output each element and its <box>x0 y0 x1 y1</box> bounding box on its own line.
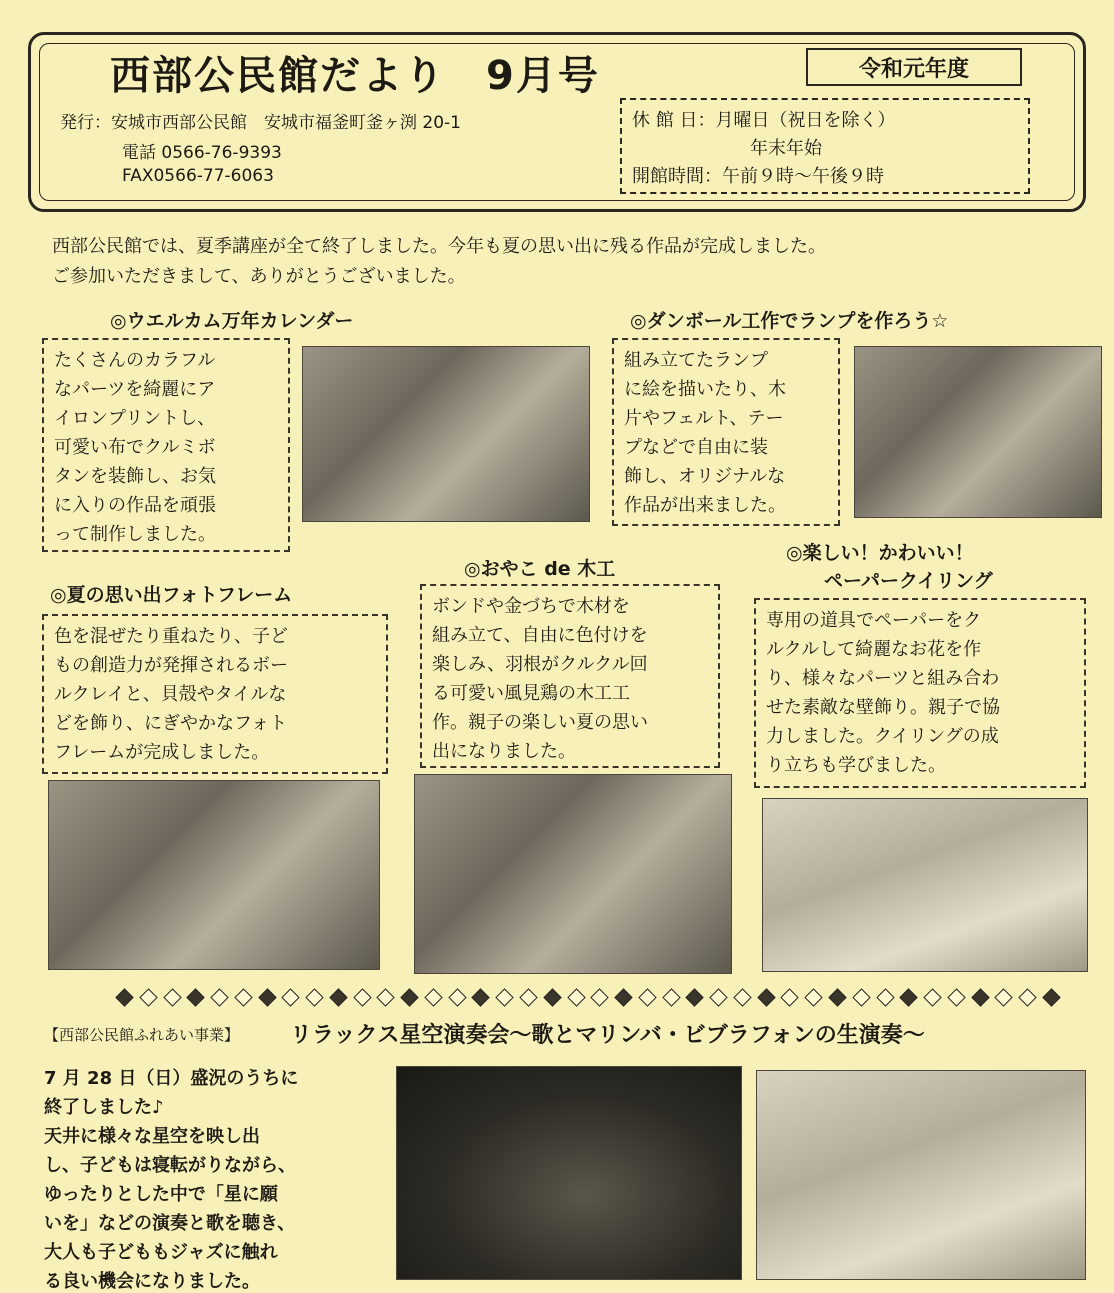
text-line: フレームが完成しました。 <box>54 742 270 763</box>
diamond-divider <box>118 988 1058 1006</box>
lamp-section-title: ◎ダンボール工作でランプを作ろう☆ <box>630 310 949 332</box>
text-line: ゆったりとした中で「星に願 <box>44 1184 278 1205</box>
event-description <box>44 1064 298 1293</box>
text-line: 大人も子どももジャズに触れ <box>44 1242 278 1263</box>
woodwork-photo <box>414 774 732 974</box>
text-line: 組み立て、自由に色付けを <box>432 625 648 646</box>
calendar-section-title: ◎ウエルカム万年カレンダー <box>110 310 354 332</box>
quilling-description <box>754 598 1086 788</box>
quilling-section-title: ◎楽しい！かわいい！ <box>786 542 974 564</box>
woodwork-description <box>420 584 720 768</box>
opening-hours: 開館時間：午前９時～午後９時 <box>632 166 884 187</box>
calendar-workshop-photo <box>302 346 590 522</box>
event-tag: 【西部公民館ふれあい事業】 <box>44 1026 240 1044</box>
text-line: ルクルして綺麗なお花を作 <box>766 639 982 660</box>
text-line: 専用の道具でペーパーをク <box>766 610 982 631</box>
text-line: に入りの作品を頑張 <box>54 495 216 516</box>
text-line: に絵を描いたり、木 <box>624 379 786 400</box>
text-line: 出になりました。 <box>432 741 576 762</box>
quilling-photo <box>762 798 1088 972</box>
frame-description <box>42 614 388 774</box>
frame-section-title: ◎夏の思い出フォトフレーム <box>50 584 293 606</box>
lamp-workshop-photo <box>854 346 1102 518</box>
woodwork-section-title: ◎おやこ de 木工 <box>464 558 616 580</box>
text-line: 終了しました♪ <box>44 1097 164 1118</box>
text-line: し、子どもは寝転がりながら、 <box>44 1155 296 1176</box>
phone-line: 電話 0566-76-9393 <box>122 143 282 163</box>
intro-line-1: 西部公民館では、夏季講座が全て終了しました。今年も夏の思い出に残る作品が完成しました。 <box>52 236 826 257</box>
text-line: ルクレイと、貝殻やタイルな <box>54 684 287 705</box>
calendar-description <box>42 338 290 552</box>
text-line: り立ちも学びました。 <box>766 755 946 776</box>
text-line: せた素敵な壁飾り。親子で協 <box>766 697 1000 718</box>
text-line: 組み立てたランプ <box>624 350 768 371</box>
quilling-section-subtitle: ペーパークイリング <box>824 570 993 592</box>
text-line: どを飾り、にぎやかなフォト <box>54 713 288 734</box>
closed-extra: 年末年始 <box>750 138 822 159</box>
text-line: プなどで自由に装 <box>624 437 768 458</box>
text-line: って制作しました。 <box>54 524 216 545</box>
text-line: 作。親子の楽しい夏の思い <box>432 712 648 733</box>
text-line: たくさんのカラフル <box>54 350 216 371</box>
event-title: リラックス星空演奏会～歌とマリンバ・ビブラフォンの生演奏～ <box>290 1023 925 1048</box>
issue-label: 9月号 <box>486 53 600 99</box>
hours-box <box>620 98 1030 194</box>
fiscal-year-badge: 令和元年度 <box>806 48 1022 86</box>
text-line: る良い機会になりました。 <box>44 1271 260 1292</box>
performers-photo <box>756 1070 1086 1280</box>
text-line: 可愛い布でクルミボ <box>54 437 216 458</box>
text-line: タンを装飾し、お気 <box>54 466 216 487</box>
text-line: り、様々なパーツと組み合わ <box>766 668 1000 689</box>
lamp-description <box>612 338 840 526</box>
fax-line: FAX0566-77-6063 <box>122 166 274 186</box>
text-line: 片やフェルト、テー <box>624 408 784 429</box>
text-line: 楽しみ、羽根がクルクル回 <box>432 654 648 675</box>
text-line: いを」などの演奏と歌を聴き、 <box>44 1213 296 1234</box>
text-line: 天井に様々な星空を映し出 <box>44 1126 260 1147</box>
text-line: 力しました。クイリングの成 <box>766 726 999 747</box>
publisher-line: 発行：安城市西部公民館 安城市福釜町釜ヶ渕 20-1 <box>60 113 461 133</box>
frame-workshop-photo <box>48 780 380 970</box>
text-line: 色を混ぜたり重ねたり、子ど <box>54 626 288 647</box>
closed-days: 休 館 日：月曜日（祝日を除く） <box>632 110 896 131</box>
text-line: 作品が出来ました。 <box>624 495 786 516</box>
newsletter-title <box>110 44 600 101</box>
text-line: なパーツを綺麗にア <box>54 379 216 400</box>
text-line: ボンドや金づちで木材を <box>432 596 630 617</box>
concert-hall-photo <box>396 1066 742 1280</box>
text-line: イロンプリントし、 <box>54 408 216 429</box>
intro-line-2: ご参加いただきまして、ありがとうございました。 <box>52 266 466 287</box>
text-line: 7 月 28 日（日）盛況のうちに <box>44 1068 299 1089</box>
text-line: る可愛い風見鶏の木工工 <box>432 683 630 704</box>
title-text: 西部公民館だより <box>110 53 446 99</box>
text-line: もの創造力が発揮されるボー <box>54 655 288 676</box>
text-line: 飾し、オリジナルな <box>624 466 786 487</box>
